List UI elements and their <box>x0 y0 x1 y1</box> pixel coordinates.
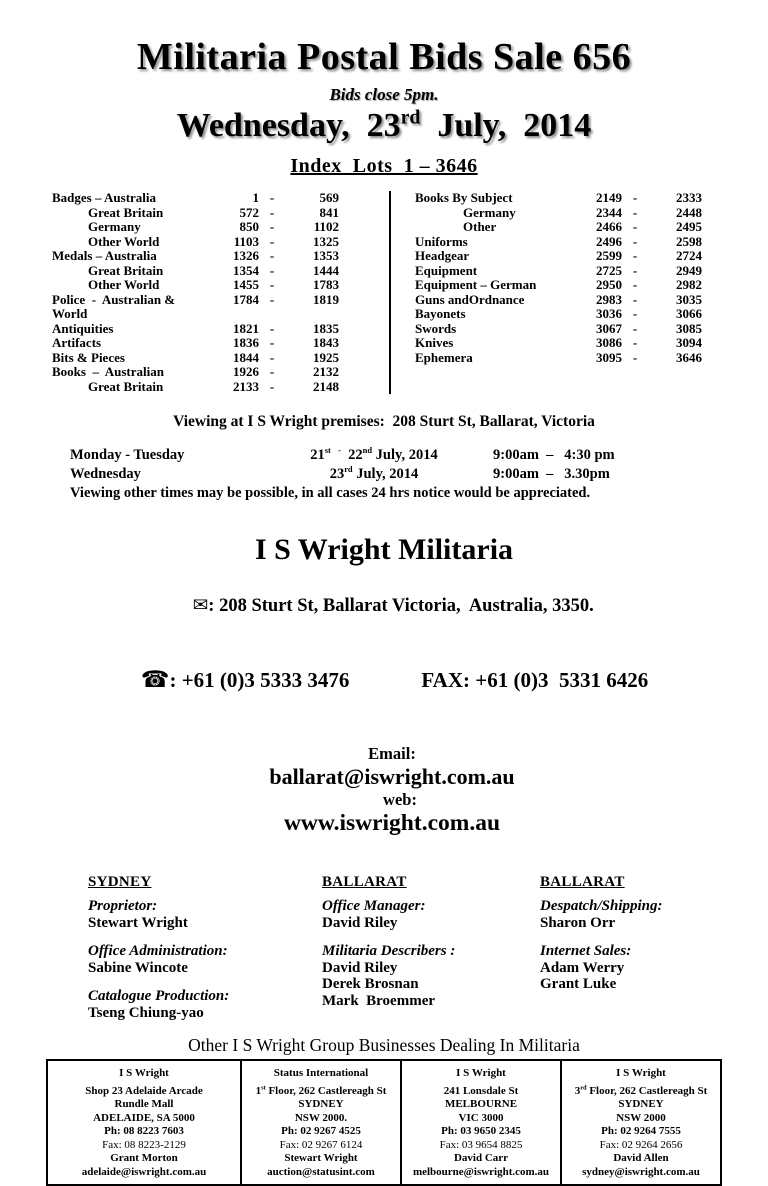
business-name: I S Wright <box>616 1067 666 1079</box>
lot-range-from: 2599 <box>596 248 622 263</box>
lot-range-to: 2132 <box>313 364 339 379</box>
index-row <box>52 278 339 293</box>
lot-range-from: 2725 <box>596 262 622 278</box>
lot-range-to: 1353 <box>313 248 339 263</box>
index-row <box>52 264 339 279</box>
lot-range-dash: - <box>632 219 638 234</box>
staff-group <box>540 943 768 993</box>
index-category-label: Guns andOrdnance <box>415 291 525 307</box>
business-name: I S Wright <box>119 1067 169 1079</box>
email-web-line <box>0 726 768 855</box>
lot-range-dash: - <box>269 291 275 307</box>
business-address-line: Rundle Mall <box>114 1098 174 1110</box>
index-row <box>415 220 702 235</box>
staff-location-heading: BALLARAT <box>540 874 625 890</box>
staff-location-heading: BALLARAT <box>322 874 407 890</box>
index-category-label: Bayonets <box>415 306 466 321</box>
index-row <box>415 293 702 308</box>
index-row <box>415 307 702 322</box>
index-row <box>415 235 702 250</box>
staff-name: Mark Broemmer <box>322 992 436 1009</box>
business-fax: Fax: 02 9267 6124 <box>279 1138 363 1151</box>
index-category-label: Headgear <box>415 248 470 263</box>
index-row <box>52 365 339 380</box>
lot-range-to: 1325 <box>313 233 339 249</box>
index-category-label: Books – Australian <box>52 364 164 379</box>
index-row <box>415 206 702 221</box>
staff-group <box>322 943 540 1009</box>
lot-range-from: 1844 <box>233 349 259 365</box>
index-category-label: Equipment – German <box>415 277 537 292</box>
sale-date: Wednesday, 23rd July, 2014 <box>176 106 592 144</box>
staff-role-label: Catalogue Production: <box>88 988 230 1004</box>
staff-role-label: Internet Sales: <box>540 943 632 959</box>
viewing-note: Viewing other times may be possible, in all cases 24 hrs notice would be appreciated. <box>70 485 591 501</box>
web-label: web: <box>383 790 417 809</box>
index-category-label: Ephemera <box>415 349 473 365</box>
fax-number: FAX: +61 (0)3 5331 6426 <box>421 668 649 692</box>
lot-range-dash: - <box>269 190 275 205</box>
lot-range-to: 569 <box>319 190 339 205</box>
business-fax: Fax: 03 9654 8825 <box>439 1138 523 1151</box>
viewing-date: 23rd July, 2014 <box>329 465 419 482</box>
index-category-label: Antiquities <box>52 320 114 336</box>
staff-group <box>322 898 540 931</box>
staff-role-label: Despatch/Shipping: <box>540 898 663 914</box>
lot-range-from: 1455 <box>233 277 259 292</box>
staff-group <box>540 898 768 931</box>
index-row <box>52 249 339 264</box>
index-row <box>52 293 339 322</box>
viewing-day: Wednesday <box>70 466 141 482</box>
business-card <box>400 1061 560 1184</box>
lot-range-from: 3095 <box>596 349 622 365</box>
lot-range-to: 1819 <box>313 291 339 307</box>
business-card <box>48 1061 240 1184</box>
lot-range-from: 2466 <box>596 219 622 234</box>
staff-role-label: Militaria Describers : <box>322 943 456 959</box>
lot-range-to: 2495 <box>676 219 702 234</box>
viewing-row <box>70 465 708 484</box>
lot-range-to: 1925 <box>313 349 339 365</box>
index-category-label: Medals – Australia <box>52 248 157 263</box>
viewing-row <box>70 446 708 465</box>
business-address-line: Shop 23 Adelaide Arcade <box>85 1084 203 1097</box>
lot-range-dash: - <box>632 320 638 336</box>
lot-range-from: 572 <box>239 204 259 220</box>
lot-range-from: 3086 <box>596 335 622 350</box>
staff-name: Tseng Chiung-yao <box>88 1004 204 1021</box>
bids-close-note: Bids close 5pm. <box>329 85 439 104</box>
lot-range-dash: - <box>269 320 275 336</box>
business-name: I S Wright <box>456 1067 506 1079</box>
staff-name: Sabine Wincote <box>88 959 188 976</box>
lot-index <box>52 191 722 394</box>
business-address-line: 241 Lonsdale St <box>443 1084 519 1097</box>
business-address-line: Ph: 02 9264 7555 <box>601 1125 681 1137</box>
lot-range-to: 2598 <box>676 233 702 249</box>
index-category-label: Great Britain <box>88 262 164 278</box>
lot-range-dash: - <box>269 335 275 350</box>
index-category-label: Badges – Australia <box>52 190 157 205</box>
business-contact-name: Stewart Wright <box>284 1152 358 1164</box>
lot-range-to: 1835 <box>313 320 339 336</box>
lot-range-dash: - <box>632 262 638 278</box>
company-title: I S Wright Militaria <box>254 533 514 566</box>
lot-range-to: 2982 <box>676 277 702 292</box>
viewing-time: 9:00am – 4:30 pm <box>493 447 615 463</box>
staff-role-label: Office Administration: <box>88 943 228 959</box>
index-row <box>415 351 702 366</box>
lot-range-to: 2448 <box>676 204 702 220</box>
lot-range-from: 3067 <box>596 320 622 336</box>
index-row <box>415 336 702 351</box>
index-row <box>415 278 702 293</box>
business-email: sydney@iswright.com.au <box>582 1165 700 1178</box>
index-category-label: Great Britain <box>88 378 164 394</box>
lot-range-dash: - <box>269 277 275 292</box>
lot-range-dash: - <box>632 248 638 263</box>
lot-index-right-column <box>391 191 722 394</box>
other-businesses-table <box>46 1059 722 1186</box>
index-row <box>52 380 339 395</box>
other-businesses-heading: Other I S Wright Group Businesses Dealing In Militaria <box>188 1035 580 1055</box>
postal-address-text: : 208 Sturt St, Ballarat Victoria, Australia, 3350. <box>208 596 594 616</box>
envelope-icon: ✉ <box>192 595 209 616</box>
lot-range-from: 2983 <box>596 291 622 307</box>
index-category-label: Knives <box>415 335 454 350</box>
index-category-label: Books By Subject <box>415 190 513 205</box>
index-heading-text: Index Lots 1 – 3646 <box>290 155 478 177</box>
lot-index-left-column <box>52 191 389 394</box>
web-address: www.iswright.com.au <box>283 810 501 836</box>
business-address-line: NSW 2000. <box>294 1111 348 1124</box>
lot-range-from: 2133 <box>233 378 259 394</box>
index-row <box>52 336 339 351</box>
lot-range-from: 1 <box>252 190 259 205</box>
business-email: melbourne@iswright.com.au <box>412 1165 550 1178</box>
lot-range-to: 3094 <box>676 335 702 350</box>
lot-range-dash: - <box>632 349 638 365</box>
business-address-line: Ph: 03 9650 2345 <box>441 1125 521 1137</box>
phone-number: : +61 (0)3 5333 3476 <box>169 668 350 692</box>
lot-range-from: 1103 <box>233 233 259 249</box>
business-address-line: NSW 2000 <box>616 1111 666 1124</box>
lot-range-dash: - <box>269 219 275 234</box>
lot-range-to: 1843 <box>313 335 339 350</box>
index-row <box>415 249 702 264</box>
business-email: adelaide@iswright.com.au <box>81 1165 207 1178</box>
index-category-label: Uniforms <box>415 233 468 249</box>
staff-name: Grant Luke <box>540 976 617 992</box>
lot-range-to: 3066 <box>676 306 702 321</box>
lot-range-to: 1444 <box>313 262 339 278</box>
business-fax: Fax: 02 9264 2656 <box>599 1138 683 1151</box>
index-category-label: Germany <box>88 219 141 234</box>
lot-range-from: 2344 <box>596 204 622 220</box>
viewing-time: 9:00am – 3.30pm <box>493 466 610 482</box>
staff-name: Sharon Orr <box>540 914 616 931</box>
lot-range-from: 1326 <box>233 248 259 263</box>
lot-range-dash: - <box>269 349 275 365</box>
lot-range-from: 3036 <box>596 306 622 321</box>
lot-range-to: 841 <box>319 204 339 220</box>
staff-column <box>540 874 768 1033</box>
index-row <box>52 191 339 206</box>
staff-name: Stewart Wright <box>88 914 188 931</box>
lot-range-dash: - <box>632 291 638 307</box>
lot-range-dash: - <box>269 233 275 249</box>
staff-role-label: Office Manager: <box>322 898 426 914</box>
business-name: Status International <box>273 1067 369 1079</box>
business-address-line: ADELAIDE, SA 5000 <box>93 1111 195 1124</box>
lot-range-dash: - <box>632 335 638 350</box>
lot-range-to: 1102 <box>313 219 339 234</box>
business-address-line: 1st Floor, 262 Castlereagh St <box>255 1083 387 1097</box>
staff-group <box>88 988 322 1021</box>
viewing-day: Monday - Tuesday <box>70 447 185 463</box>
lot-range-dash: - <box>632 233 638 249</box>
lot-range-to: 2724 <box>676 248 702 263</box>
lot-range-dash: - <box>269 364 275 379</box>
lot-range-from: 2950 <box>596 277 622 292</box>
telephone-icon: ☎ <box>140 667 170 693</box>
index-category-label: Other <box>463 219 497 234</box>
lot-range-from: 1821 <box>233 320 259 336</box>
lot-range-dash: - <box>269 262 275 278</box>
lot-range-from: 1784 <box>233 291 259 307</box>
lot-range-dash: - <box>269 204 275 220</box>
index-row <box>415 322 702 337</box>
business-email: auction@statusint.com <box>267 1165 375 1178</box>
index-heading <box>0 155 768 178</box>
staff-name: David Riley <box>322 914 398 931</box>
viewing-schedule <box>70 446 708 484</box>
staff-name: David Riley <box>322 959 398 976</box>
index-category-label: Germany <box>463 204 516 220</box>
lot-range-dash: - <box>269 248 275 263</box>
index-row <box>415 264 702 279</box>
lot-range-to: 1783 <box>313 277 339 292</box>
index-category-label: Other World <box>88 277 160 292</box>
email-label: Email: <box>368 744 416 763</box>
business-address-line: Ph: 08 8223 7603 <box>104 1125 184 1137</box>
lot-range-from: 2496 <box>596 233 622 249</box>
index-row <box>52 220 339 235</box>
lot-range-from: 1836 <box>233 335 259 350</box>
lot-range-from: 1926 <box>233 364 259 379</box>
staff-location-heading: SYDNEY <box>88 874 152 890</box>
lot-range-to: 3085 <box>676 320 702 336</box>
index-row <box>415 191 702 206</box>
staff-column <box>322 874 540 1033</box>
staff-directory <box>88 874 768 1033</box>
index-row <box>52 322 339 337</box>
lot-range-to: 2148 <box>313 378 339 394</box>
index-row <box>52 351 339 366</box>
lot-range-dash: - <box>632 190 638 205</box>
business-address-line: Ph: 02 9267 4525 <box>281 1125 361 1137</box>
business-address-line: 3rd Floor, 262 Castlereagh St <box>574 1083 708 1097</box>
business-contact-name: David Carr <box>453 1152 509 1164</box>
business-contact-name: David Allen <box>613 1152 669 1164</box>
business-address-line: MELBOURNE <box>444 1098 518 1110</box>
staff-column <box>88 874 322 1033</box>
lot-range-from: 1354 <box>233 262 259 278</box>
viewing-date: 21st - 22nd July, 2014 <box>310 446 438 463</box>
lot-range-from: 850 <box>239 219 259 234</box>
postal-address <box>0 574 768 638</box>
business-fax: Fax: 08 8223-2129 <box>102 1138 186 1151</box>
index-category-label: Other World <box>88 233 160 249</box>
index-row <box>52 235 339 250</box>
index-category-label: Police - Australian & World <box>52 291 179 321</box>
lot-range-to: 2949 <box>676 262 702 278</box>
business-card <box>240 1061 400 1184</box>
business-contact-name: Grant Morton <box>110 1152 178 1164</box>
lot-range-dash: - <box>269 378 275 394</box>
viewing-heading: Viewing at I S Wright premises: 208 Sturt St, Ballarat, Victoria <box>173 413 595 430</box>
email-address: ballarat@iswright.com.au <box>269 764 515 789</box>
lot-range-to: 2333 <box>676 190 702 205</box>
staff-name: Adam Werry <box>540 959 625 976</box>
staff-group <box>88 898 322 931</box>
business-address-line: SYDNEY <box>618 1098 664 1110</box>
phone-fax-line <box>0 642 768 718</box>
lot-range-dash: - <box>632 306 638 321</box>
page-title: Militaria Postal Bids Sale 656 <box>136 36 632 78</box>
staff-name: Derek Brosnan <box>322 976 419 992</box>
lot-range-dash: - <box>632 277 638 292</box>
lot-range-to: 3646 <box>676 349 702 365</box>
lot-range-from: 2149 <box>596 190 622 205</box>
staff-group <box>88 943 322 976</box>
index-category-label: Bits & Pieces <box>52 349 125 365</box>
business-address-line: VIC 3000 <box>458 1111 504 1124</box>
lot-range-to: 3035 <box>676 291 702 307</box>
index-row <box>52 206 339 221</box>
index-category-label: Great Britain <box>88 204 164 220</box>
business-card <box>560 1061 720 1184</box>
index-category-label: Equipment <box>415 262 478 278</box>
business-address-line: SYDNEY <box>298 1098 344 1110</box>
staff-role-label: Proprietor: <box>88 898 158 914</box>
index-category-label: Swords <box>415 320 457 336</box>
index-category-label: Artifacts <box>52 335 102 350</box>
lot-range-dash: - <box>632 204 638 220</box>
